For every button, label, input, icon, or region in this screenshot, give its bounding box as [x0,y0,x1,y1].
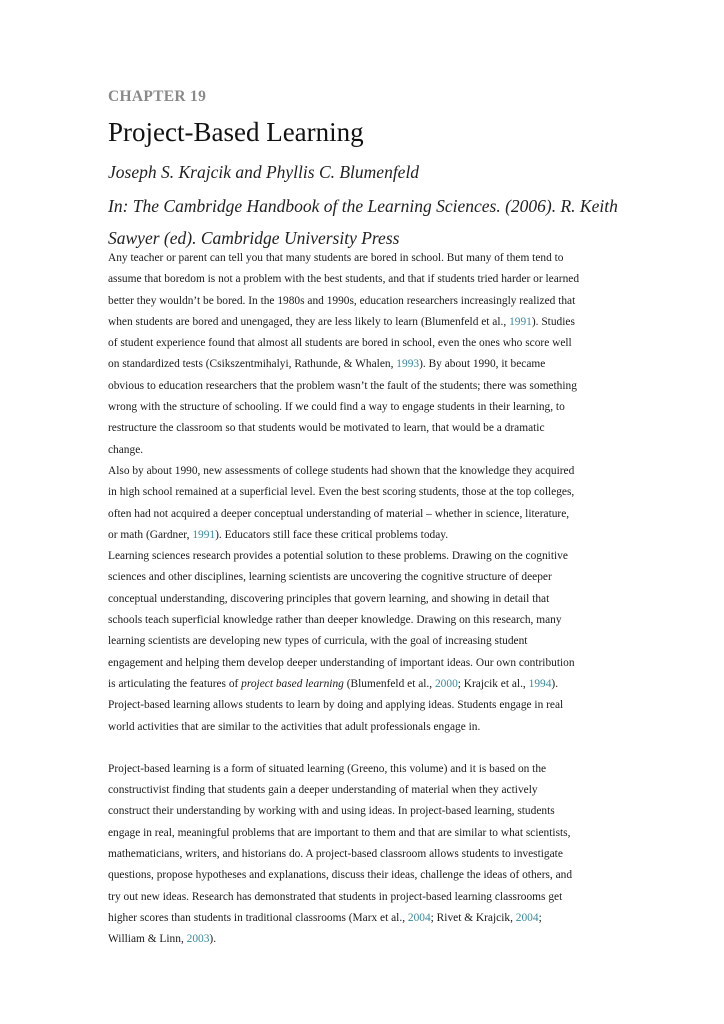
text-line: schools teach superficial knowledge rather than deeper knowledge. Drawing on this research, many [108,614,562,627]
text-line: Project-based learning is a form of situated learning (Greeno, this volume) and it is based on the [108,762,547,775]
text-line: constructivist finding that students gain a deeper understanding of material when they actively [108,784,538,797]
text-segment: higher scores than students in traditional classrooms (Marx et al., [108,911,408,924]
paragraph-5 [108,759,614,951]
text-segment: ; Krajcik et al., [457,677,529,690]
citation-line: Sawyer (ed). Cambridge University Press [108,228,400,248]
reference-link[interactable]: 2000 [434,677,458,690]
text-segment: ). [551,677,559,690]
text-line: Any teacher or parent can tell you that many students are bored in school. But many of them tend to [108,252,564,264]
text-segment: William & Linn, [108,933,187,946]
text-line: engagement and helping them develop deeper understanding of important ideas. Our own contribution [108,656,575,669]
text-line: restructure the classroom so that students would be motivated to learn, that would be a dramatic [108,422,545,435]
text-segment: ; Rivet & Krajcik, [430,911,516,924]
text-line: often had not acquired a deeper conceptual understanding of material – whether in science, literature, [108,507,570,520]
chapter-title: Project-Based Learning [108,117,364,147]
text-line: assume that boredom is not a problem with the best students, and that if students tried harder or learned [108,273,580,286]
text-segment: ). [209,933,217,946]
paragraph-1 [108,248,614,461]
paragraph-2 [108,461,614,546]
text-line: Project-based learning allows students to learn by doing and applying ideas. Students engage in real [108,699,564,712]
text-line [108,908,614,929]
text-line: change. [108,443,144,456]
text-line: obvious to education researchers that the problem wasn’t the fault of the students; there was something [108,379,577,392]
text-line: sciences and other disciplines, learning scientists are uncovering the cognitive structure of deeper [108,571,552,584]
text-line: Learning sciences research provides a potential solution to these problems. Drawing on the cognitive [108,550,568,563]
text-line: better they wouldn’t be bored. In the 1980s and 1990s, education researchers increasingly realized that [108,294,576,307]
text-line: engage in real, meaningful problems that are important to them and that are similar to what scientists, [108,826,571,839]
paragraph-3 [108,546,614,695]
text-segment: ). Educators still face these critical problems today. [215,528,449,541]
text-line: of student experience found that almost all students are bored in school, even the ones who score well [108,337,572,350]
text-line [108,929,614,950]
text-segment: or math (Gardner, [108,528,193,541]
paragraph-4 [108,695,614,738]
body-text [108,248,614,951]
text-segment: ). By about 1990, it became [419,358,546,371]
chapter-label: CHAPTER 19 [108,88,207,105]
text-line: wrong with the structure of schooling. If we could find a way to engage students in their learning, to [108,401,565,414]
text-segment: ; [538,911,542,924]
text-line: mathematicians, writers, and historians do. A project-based classroom allows students to investigate [108,848,563,861]
text-line: construct their understanding by working with and using ideas. In project-based learning, students [108,805,555,818]
text-line: learning scientists are developing new types of curricula, with the goal of increasing student [108,635,528,648]
text-line: conceptual understanding, discovering principles that govern learning, and showing in detail that [108,592,550,605]
text-segment: is articulating the features of [108,677,242,690]
text-segment: (Blumenfeld et al., [343,677,435,690]
text-segment: when students are bored and unengaged, they are less likely to learn (Blumenfeld et al., [108,315,510,328]
text-segment: on standardized tests (Csikszentmihalyi, Rathunde, & Whalen, [108,358,397,371]
text-segment: ). Studies [531,315,575,328]
text-line: world activities that are similar to the activities that adult professionals engage in. [108,720,481,733]
emphasized-term: project based learning [241,677,344,690]
reference-link[interactable]: 2004 [407,911,431,924]
reference-link[interactable]: 1991 [192,528,216,541]
reference-link[interactable]: 2004 [515,911,539,924]
source-citation [108,190,628,254]
text-line [108,312,614,333]
text-line [108,354,614,375]
text-line: try out new ideas. Research has demonstrated that students in project-based learning classrooms get [108,890,563,903]
text-line: in high school remained at a superficial level. Even the best scoring students, those at the top colleges, [108,486,575,499]
reference-link[interactable]: 1991 [509,315,532,328]
chapter-authors: Joseph S. Krajcik and Phyllis C. Blumenfeld [108,162,420,182]
text-line [108,674,614,695]
reference-link[interactable]: 2003 [186,933,210,946]
reference-link[interactable]: 1994 [528,677,552,690]
citation-line: In: The Cambridge Handbook of the Learning Sciences. (2006). R. Keith [108,196,618,216]
text-line [108,525,614,546]
reference-link[interactable]: 1993 [396,358,420,371]
text-line: questions, propose hypotheses and explanations, discuss their ideas, challenge the ideas of others, and [108,869,573,882]
text-line: Also by about 1990, new assessments of college students had shown that the knowledge they acquired [108,464,575,477]
